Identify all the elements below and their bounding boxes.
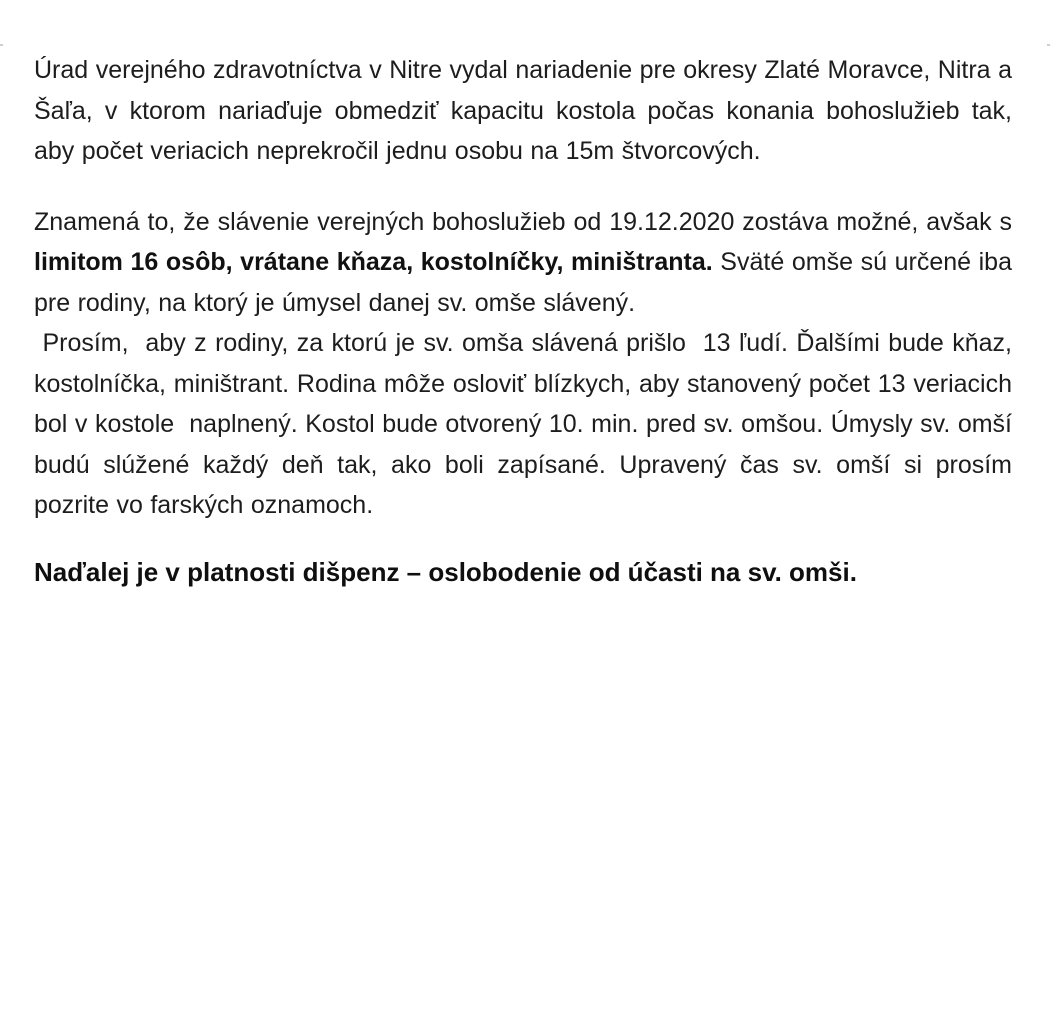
- paragraph-family-request: Prosím, aby z rodiny, za ktorú je sv. omša slávená prišlo 13 ľudí. Ďalšími bude kňaz, kostolníčka, miništrant. Rodina môže osloviť blízkych, aby stanovený počet 13 veriacich bol v kostole naplnený. Kostol bude otvorený 10. min. pred sv. omšou. Úmysly sv. omší budú slúžené každý deň tak, ako boli zapísané. Upravený čas sv. omší si prosím pozrite vo farských oznamoch.: [34, 329, 1020, 519]
- edge-mark-left: [0, 44, 3, 46]
- paragraph-regulation: Úrad verejného zdravotníctva v Nitre vydal nariadenie pre okresy Zlaté Moravce, Nitra a Šaľa, v ktorom nariaďuje obmedziť kapacitu kostola počas konania bohoslužieb tak, aby počet veriacich neprekročil jednu osobu na 15m štvorcových.: [34, 56, 1012, 165]
- document-page: [34, 50, 1020, 592]
- dispensation-notice: Naďalej je v platnosti dišpenz – oslobodenie od účasti na sv. omši.: [34, 556, 857, 587]
- paragraph-service-limits-intro: Znamená to, že slávenie verejných bohoslužieb od 19.12.2020 zostáva možné, avšak s: [34, 207, 1012, 236]
- attendance-limit-highlight: limitom 16 osôb, vrátane kňaza, kostolníčky, miništranta.: [34, 248, 713, 276]
- paragraph-service-limits: [34, 202, 1012, 324]
- paragraph-service-limits-rest: Sväté omše sú určené iba pre rodiny, na ktorý je úmysel danej sv. omše slávený.: [34, 248, 1012, 317]
